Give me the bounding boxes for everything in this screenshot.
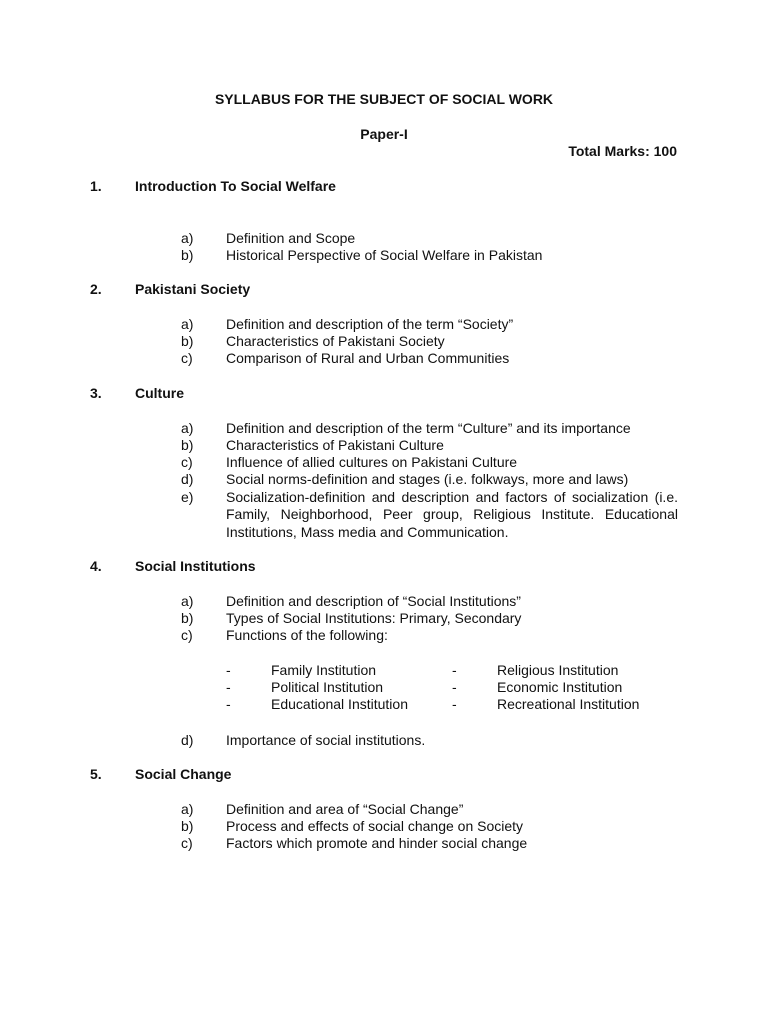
list-item xyxy=(181,610,678,627)
item-letter: b) xyxy=(181,247,194,263)
list-item xyxy=(181,420,678,437)
list-item xyxy=(181,489,678,541)
list-item xyxy=(181,627,678,644)
section-title: Culture xyxy=(135,385,184,401)
section-title: Social Change xyxy=(135,766,232,782)
item-text: Factors which promote and hinder social change xyxy=(226,835,528,851)
item-letter: b) xyxy=(181,818,194,834)
item-letter: a) xyxy=(181,316,194,332)
dash-marker: - xyxy=(226,662,231,678)
item-text: Process and effects of social change on Society xyxy=(226,818,524,834)
list-item xyxy=(181,316,678,333)
list-item xyxy=(181,835,678,852)
item-text: Historical Perspective of Social Welfare in Pakistan xyxy=(226,247,543,263)
document-title: SYLLABUS FOR THE SUBJECT OF SOCIAL WORK xyxy=(214,91,554,107)
item-letter: c) xyxy=(181,350,193,366)
function-text: Economic Institution xyxy=(497,679,623,695)
item-text: Socialization-definition and description and factors of socialization (i.e. Family, Neighborhood, Peer group, Religious Institute. Educational Institutions, Mass media and Communication. xyxy=(226,489,678,540)
section-number: 3. xyxy=(90,385,102,401)
section-number: 1. xyxy=(90,178,102,194)
section-title: Introduction To Social Welfare xyxy=(135,178,336,194)
item-letter: c) xyxy=(181,835,193,851)
list-item xyxy=(181,333,678,350)
item-letter: a) xyxy=(181,593,194,609)
item-text: Characteristics of Pakistani Culture xyxy=(226,437,444,453)
item-letter: b) xyxy=(181,610,194,626)
section-title: Social Institutions xyxy=(135,558,256,574)
function-text: Religious Institution xyxy=(497,662,619,678)
item-letter: c) xyxy=(181,454,193,470)
item-text: Functions of the following: xyxy=(226,627,388,643)
item-letter: e) xyxy=(181,489,194,505)
list-item xyxy=(181,801,678,818)
item-text: Importance of social institutions. xyxy=(226,732,426,748)
list-item xyxy=(181,818,678,835)
list-item xyxy=(181,471,678,488)
paper-label: Paper-I xyxy=(360,126,408,142)
section-title: Pakistani Society xyxy=(135,281,251,297)
list-item xyxy=(181,454,678,471)
dash-marker: - xyxy=(452,662,457,678)
item-letter: a) xyxy=(181,230,194,246)
item-text: Characteristics of Pakistani Society xyxy=(226,333,445,349)
item-text: Definition and description of “Social Institutions” xyxy=(226,593,521,609)
item-letter: b) xyxy=(181,437,194,453)
item-letter: a) xyxy=(181,420,194,436)
item-text: Definition and description of the term “Society” xyxy=(226,316,514,332)
list-item xyxy=(181,437,678,454)
item-text: Definition and description of the term “Culture” and its importance xyxy=(226,420,631,436)
item-text: Influence of allied cultures on Pakistani Culture xyxy=(226,454,518,470)
function-text: Family Institution xyxy=(271,662,377,678)
list-item xyxy=(181,732,678,749)
list-item xyxy=(181,350,678,367)
dash-marker: - xyxy=(226,679,231,695)
dash-marker: - xyxy=(452,696,457,712)
item-text: Definition and Scope xyxy=(226,230,356,246)
total-marks: Total Marks: 100 xyxy=(568,143,677,159)
item-letter: a) xyxy=(181,801,194,817)
section-number: 4. xyxy=(90,558,102,574)
section-number: 2. xyxy=(90,281,102,297)
function-text: Recreational Institution xyxy=(497,696,640,712)
item-text: Comparison of Rural and Urban Communities xyxy=(226,350,510,366)
item-letter: b) xyxy=(181,333,194,349)
dash-marker: - xyxy=(452,679,457,695)
function-text: Political Institution xyxy=(271,679,384,695)
item-text: Social norms-definition and stages (i.e. folkways, more and laws) xyxy=(226,471,629,487)
item-letter: d) xyxy=(181,471,194,487)
item-text: Definition and area of “Social Change” xyxy=(226,801,464,817)
item-text: Types of Social Institutions: Primary, Secondary xyxy=(226,610,522,626)
list-item xyxy=(181,593,678,610)
list-item xyxy=(181,247,678,264)
item-letter: d) xyxy=(181,732,194,748)
item-letter: c) xyxy=(181,627,193,643)
function-text: Educational Institution xyxy=(271,696,408,712)
section-number: 5. xyxy=(90,766,102,782)
list-item xyxy=(181,230,678,247)
dash-marker: - xyxy=(226,696,231,712)
